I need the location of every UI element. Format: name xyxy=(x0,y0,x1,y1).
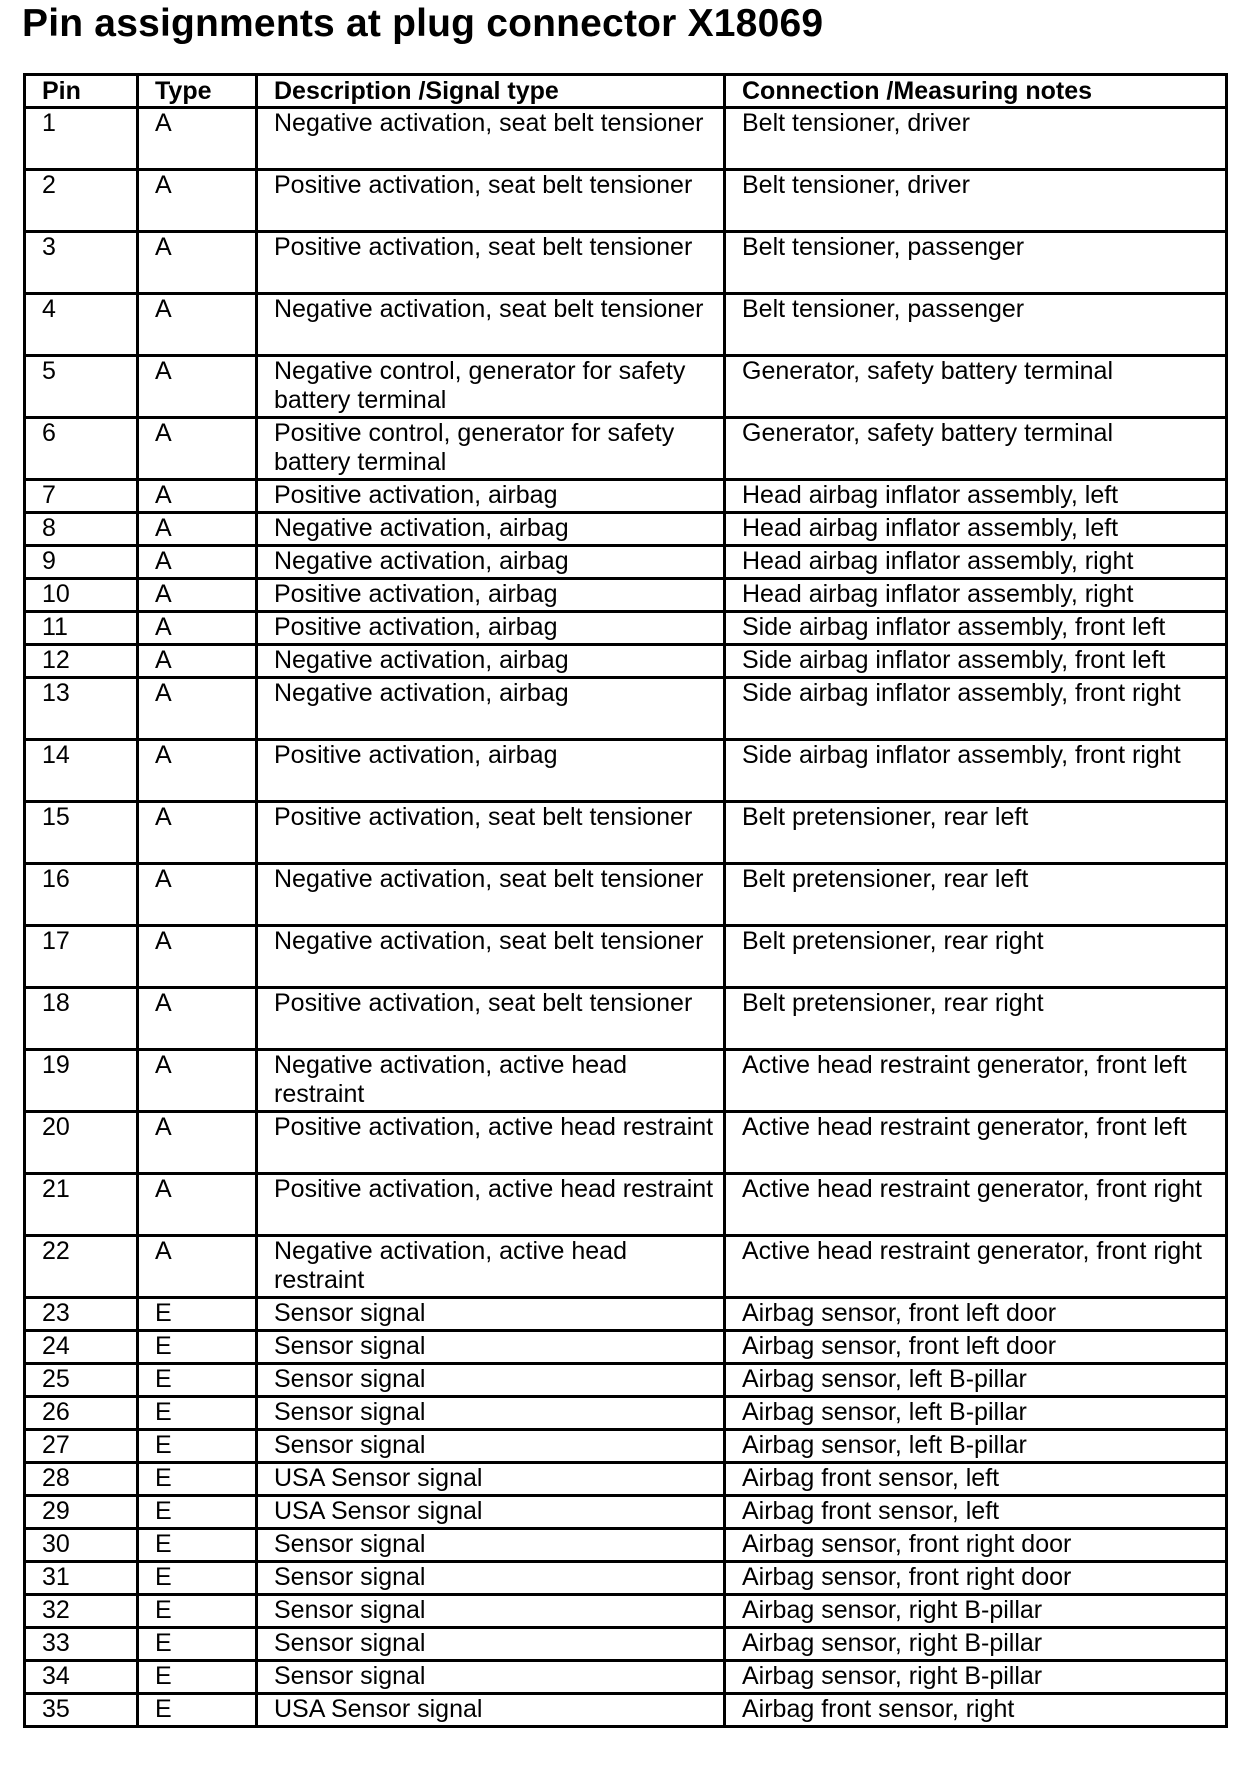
table-row xyxy=(25,108,1227,170)
connection-cell: Belt tensioner, passenger xyxy=(725,232,1227,294)
pin-cell: 4 xyxy=(25,294,138,356)
pin-cell: 6 xyxy=(25,418,138,480)
table-row xyxy=(25,1050,1227,1112)
pin-cell: 9 xyxy=(25,546,138,579)
description-cell: Sensor signal xyxy=(257,1562,725,1595)
description-cell: Positive activation, seat belt tensioner xyxy=(257,232,725,294)
table-row xyxy=(25,988,1227,1050)
page-title: Pin assignments at plug connector X18069 xyxy=(22,2,824,45)
connection-cell: Head airbag inflator assembly, left xyxy=(725,480,1227,513)
pin-cell: 8 xyxy=(25,513,138,546)
table-row xyxy=(25,1112,1227,1174)
connection-cell: Airbag sensor, front left door xyxy=(725,1298,1227,1331)
description-cell: Negative activation, airbag xyxy=(257,678,725,740)
connection-cell: Airbag sensor, right B-pillar xyxy=(725,1661,1227,1694)
pin-cell: 23 xyxy=(25,1298,138,1331)
table-row xyxy=(25,546,1227,579)
type-cell: E xyxy=(138,1331,257,1364)
description-cell: Negative activation, airbag xyxy=(257,546,725,579)
pin-cell: 28 xyxy=(25,1463,138,1496)
description-cell: Negative activation, seat belt tensioner xyxy=(257,864,725,926)
type-cell: A xyxy=(138,645,257,678)
pin-cell: 21 xyxy=(25,1174,138,1236)
table-row xyxy=(25,1364,1227,1397)
table-row xyxy=(25,1397,1227,1430)
header-type: Type xyxy=(138,75,257,108)
table-row xyxy=(25,1694,1227,1727)
pin-assignment-table xyxy=(23,73,1228,1728)
description-cell: Positive activation, airbag xyxy=(257,480,725,513)
pin-cell: 35 xyxy=(25,1694,138,1727)
type-cell: A xyxy=(138,802,257,864)
description-cell: Sensor signal xyxy=(257,1298,725,1331)
type-cell: A xyxy=(138,1174,257,1236)
table-row xyxy=(25,645,1227,678)
pin-cell: 12 xyxy=(25,645,138,678)
description-cell: Positive activation, seat belt tensioner xyxy=(257,802,725,864)
description-cell: Sensor signal xyxy=(257,1595,725,1628)
pin-cell: 19 xyxy=(25,1050,138,1112)
type-cell: E xyxy=(138,1595,257,1628)
type-cell: E xyxy=(138,1463,257,1496)
table-row xyxy=(25,513,1227,546)
pin-cell: 20 xyxy=(25,1112,138,1174)
pin-cell: 1 xyxy=(25,108,138,170)
connection-cell: Airbag sensor, right B-pillar xyxy=(725,1628,1227,1661)
pin-cell: 5 xyxy=(25,356,138,418)
description-cell: Negative activation, seat belt tensioner xyxy=(257,294,725,356)
type-cell: E xyxy=(138,1694,257,1727)
pin-cell: 18 xyxy=(25,988,138,1050)
description-cell: Negative activation, seat belt tensioner xyxy=(257,926,725,988)
table-row xyxy=(25,1174,1227,1236)
table-row xyxy=(25,1236,1227,1298)
type-cell: A xyxy=(138,926,257,988)
pin-cell: 15 xyxy=(25,802,138,864)
type-cell: E xyxy=(138,1397,257,1430)
connection-cell: Active head restraint generator, front left xyxy=(725,1112,1227,1174)
description-cell: Positive activation, active head restraint xyxy=(257,1112,725,1174)
pin-cell: 31 xyxy=(25,1562,138,1595)
type-cell: A xyxy=(138,740,257,802)
description-cell: Negative activation, active head restraint xyxy=(257,1236,725,1298)
type-cell: E xyxy=(138,1496,257,1529)
type-cell: A xyxy=(138,513,257,546)
table-row xyxy=(25,1595,1227,1628)
type-cell: E xyxy=(138,1562,257,1595)
connection-cell: Head airbag inflator assembly, right xyxy=(725,579,1227,612)
table-row xyxy=(25,1298,1227,1331)
connection-cell: Active head restraint generator, front right xyxy=(725,1174,1227,1236)
connection-cell: Active head restraint generator, front left xyxy=(725,1050,1227,1112)
pin-cell: 29 xyxy=(25,1496,138,1529)
type-cell: A xyxy=(138,356,257,418)
pin-cell: 30 xyxy=(25,1529,138,1562)
type-cell: A xyxy=(138,612,257,645)
pin-cell: 7 xyxy=(25,480,138,513)
connection-cell: Head airbag inflator assembly, right xyxy=(725,546,1227,579)
pin-cell: 17 xyxy=(25,926,138,988)
description-cell: Sensor signal xyxy=(257,1331,725,1364)
connection-cell: Airbag sensor, front right door xyxy=(725,1529,1227,1562)
description-cell: Sensor signal xyxy=(257,1364,725,1397)
description-cell: Sensor signal xyxy=(257,1661,725,1694)
type-cell: A xyxy=(138,294,257,356)
table-row xyxy=(25,1661,1227,1694)
type-cell: E xyxy=(138,1298,257,1331)
connection-cell: Belt tensioner, driver xyxy=(725,170,1227,232)
table-row xyxy=(25,678,1227,740)
connection-cell: Belt tensioner, passenger xyxy=(725,294,1227,356)
connection-cell: Airbag sensor, left B-pillar xyxy=(725,1397,1227,1430)
connection-cell: Side airbag inflator assembly, front left xyxy=(725,645,1227,678)
table-row xyxy=(25,579,1227,612)
connection-cell: Airbag sensor, front right door xyxy=(725,1562,1227,1595)
description-cell: Negative activation, active head restraint xyxy=(257,1050,725,1112)
description-cell: Sensor signal xyxy=(257,1529,725,1562)
table-row xyxy=(25,1463,1227,1496)
description-cell: Positive activation, airbag xyxy=(257,612,725,645)
type-cell: E xyxy=(138,1661,257,1694)
table-row xyxy=(25,294,1227,356)
description-cell: USA Sensor signal xyxy=(257,1694,725,1727)
connection-cell: Side airbag inflator assembly, front right xyxy=(725,740,1227,802)
pin-cell: 11 xyxy=(25,612,138,645)
table-row xyxy=(25,612,1227,645)
description-cell: Positive control, generator for safety battery terminal xyxy=(257,418,725,480)
type-cell: A xyxy=(138,864,257,926)
pin-cell: 27 xyxy=(25,1430,138,1463)
type-cell: A xyxy=(138,232,257,294)
type-cell: A xyxy=(138,480,257,513)
header-pin: Pin xyxy=(25,75,138,108)
connection-cell: Belt tensioner, driver xyxy=(725,108,1227,170)
connection-cell: Belt pretensioner, rear right xyxy=(725,988,1227,1050)
connection-cell: Airbag front sensor, left xyxy=(725,1496,1227,1529)
description-cell: USA Sensor signal xyxy=(257,1496,725,1529)
table-row xyxy=(25,170,1227,232)
pin-cell: 26 xyxy=(25,1397,138,1430)
type-cell: E xyxy=(138,1430,257,1463)
type-cell: E xyxy=(138,1364,257,1397)
connection-cell: Active head restraint generator, front right xyxy=(725,1236,1227,1298)
connection-cell: Airbag sensor, left B-pillar xyxy=(725,1364,1227,1397)
type-cell: A xyxy=(138,418,257,480)
pin-cell: 16 xyxy=(25,864,138,926)
connection-cell: Generator, safety battery terminal xyxy=(725,418,1227,480)
description-cell: Positive activation, airbag xyxy=(257,579,725,612)
description-cell: Negative activation, seat belt tensioner xyxy=(257,108,725,170)
description-cell: Sensor signal xyxy=(257,1628,725,1661)
description-cell: Positive activation, seat belt tensioner xyxy=(257,988,725,1050)
type-cell: A xyxy=(138,1050,257,1112)
description-cell: Sensor signal xyxy=(257,1430,725,1463)
pin-cell: 13 xyxy=(25,678,138,740)
connection-cell: Airbag sensor, right B-pillar xyxy=(725,1595,1227,1628)
connection-cell: Airbag sensor, left B-pillar xyxy=(725,1430,1227,1463)
type-cell: E xyxy=(138,1628,257,1661)
pin-cell: 10 xyxy=(25,579,138,612)
pin-cell: 25 xyxy=(25,1364,138,1397)
type-cell: A xyxy=(138,988,257,1050)
description-cell: Negative activation, airbag xyxy=(257,645,725,678)
description-cell: USA Sensor signal xyxy=(257,1463,725,1496)
table-row xyxy=(25,1529,1227,1562)
table-row xyxy=(25,232,1227,294)
connection-cell: Airbag sensor, front left door xyxy=(725,1331,1227,1364)
description-cell: Negative control, generator for safety battery terminal xyxy=(257,356,725,418)
header-connection: Connection /Measuring notes xyxy=(725,75,1227,108)
type-cell: A xyxy=(138,1236,257,1298)
type-cell: A xyxy=(138,170,257,232)
table-row xyxy=(25,1496,1227,1529)
description-cell: Negative activation, airbag xyxy=(257,513,725,546)
table-row xyxy=(25,802,1227,864)
description-cell: Positive activation, airbag xyxy=(257,740,725,802)
type-cell: A xyxy=(138,579,257,612)
type-cell: A xyxy=(138,546,257,579)
connection-cell: Airbag front sensor, right xyxy=(725,1694,1227,1727)
table-header-row xyxy=(25,75,1227,108)
type-cell: E xyxy=(138,1529,257,1562)
type-cell: A xyxy=(138,678,257,740)
pin-cell: 32 xyxy=(25,1595,138,1628)
table-row xyxy=(25,418,1227,480)
connection-cell: Head airbag inflator assembly, left xyxy=(725,513,1227,546)
table-row xyxy=(25,740,1227,802)
type-cell: A xyxy=(138,1112,257,1174)
description-cell: Sensor signal xyxy=(257,1397,725,1430)
pin-cell: 34 xyxy=(25,1661,138,1694)
connection-cell: Belt pretensioner, rear left xyxy=(725,802,1227,864)
pin-cell: 22 xyxy=(25,1236,138,1298)
table-row xyxy=(25,864,1227,926)
table-row xyxy=(25,1331,1227,1364)
description-cell: Positive activation, active head restraint xyxy=(257,1174,725,1236)
description-cell: Positive activation, seat belt tensioner xyxy=(257,170,725,232)
table-row xyxy=(25,926,1227,988)
type-cell: A xyxy=(138,108,257,170)
table-row xyxy=(25,480,1227,513)
header-description: Description /Signal type xyxy=(257,75,725,108)
connection-cell: Belt pretensioner, rear right xyxy=(725,926,1227,988)
table-row xyxy=(25,356,1227,418)
pin-cell: 2 xyxy=(25,170,138,232)
pin-cell: 3 xyxy=(25,232,138,294)
connection-cell: Side airbag inflator assembly, front left xyxy=(725,612,1227,645)
table-row xyxy=(25,1628,1227,1661)
pin-cell: 33 xyxy=(25,1628,138,1661)
connection-cell: Airbag front sensor, left xyxy=(725,1463,1227,1496)
connection-cell: Belt pretensioner, rear left xyxy=(725,864,1227,926)
connection-cell: Generator, safety battery terminal xyxy=(725,356,1227,418)
table-row xyxy=(25,1430,1227,1463)
pin-cell: 14 xyxy=(25,740,138,802)
pin-cell: 24 xyxy=(25,1331,138,1364)
table-row xyxy=(25,1562,1227,1595)
connection-cell: Side airbag inflator assembly, front right xyxy=(725,678,1227,740)
